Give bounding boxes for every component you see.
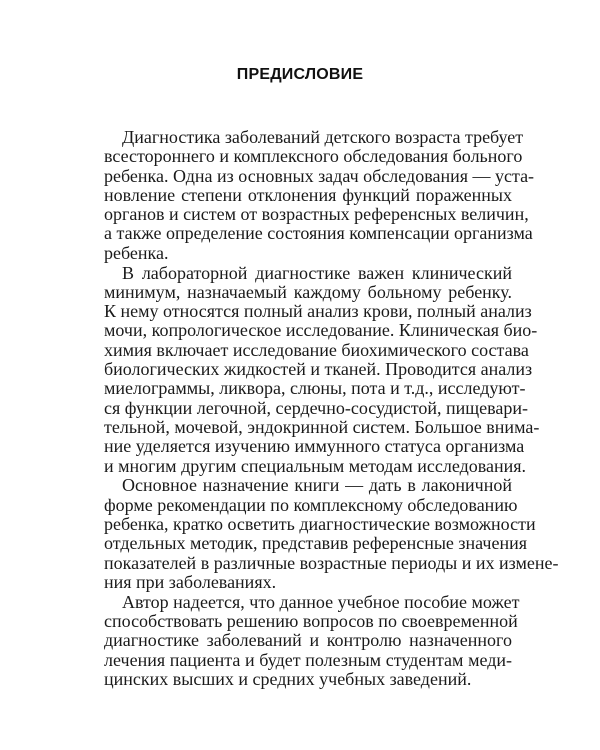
text-line: мочи, копрологическое исследование. Клиническая био- <box>104 320 538 341</box>
preface-body <box>104 127 559 690</box>
text-line: лечения пациента и будет полезным студентам меди- <box>104 649 512 670</box>
text-line: биологических жидкостей и тканей. Проводится анализ <box>104 359 533 380</box>
text-line: показателей в различные возрастные периоды и их измене- <box>104 552 559 573</box>
text-line: всестороннего и комплексного обследования больного <box>104 146 523 167</box>
text-line: химия включает исследование биохимического состава <box>104 339 529 360</box>
text-line: цинских высших и средних учебных заведений. <box>104 668 472 689</box>
text-line: Основное назначение книги — дать в лаконичной <box>122 475 512 496</box>
paragraph <box>104 591 520 689</box>
text-line: ребенка. <box>104 242 169 263</box>
paragraph <box>104 262 540 476</box>
paragraph <box>104 127 535 263</box>
text-line: ребенка. Одна из основных задач обследования — уста- <box>104 165 535 186</box>
text-line: диагностике заболеваний и контролю назначенного <box>104 630 512 651</box>
text-line: а также определение состояния компенсации организма <box>104 223 533 244</box>
text-line: ся функции легочной, сердечно-сосудистой, пищевари- <box>104 397 528 418</box>
text-line: ребенка, кратко осветить диагностические возможности <box>104 513 536 534</box>
text-line: К нему относятся полный анализ крови, полный анализ <box>104 301 532 322</box>
text-line: и многим другим специальным методам исследования. <box>104 455 527 476</box>
text-line: ния при заболеваниях. <box>104 571 277 592</box>
text-line: способствовать решению вопросов по своевременной <box>104 610 518 631</box>
paragraph <box>104 475 559 592</box>
text-line: форме рекомендации по комплексному обследованию <box>104 494 518 515</box>
text-line: Автор надеется, что данное учебное пособие может <box>122 591 520 612</box>
text-line: тельной, мочевой, эндокринной систем. Большое внима- <box>104 416 540 437</box>
text-line: Диагностика заболеваний детского возраста требует <box>122 127 524 147</box>
text-line: отдельных методик, представив референсные значения <box>104 533 528 554</box>
text-line: органов и систем от возрастных референсных величин, <box>104 204 529 225</box>
text-line: минимум, назначаемый каждому больному ребенку. <box>104 281 512 302</box>
text-line: ние уделяется изучению иммунного статуса организма <box>104 436 525 457</box>
text-line: миелограммы, ликвора, слюны, пота и т.д., исследуют- <box>104 378 526 399</box>
text-line: новление степени отклонения функций пораженных <box>104 184 512 205</box>
page-title: ПРЕДИСЛОВИЕ <box>236 66 364 83</box>
text-line: В лабораторной диагностике важен клинический <box>122 262 512 283</box>
